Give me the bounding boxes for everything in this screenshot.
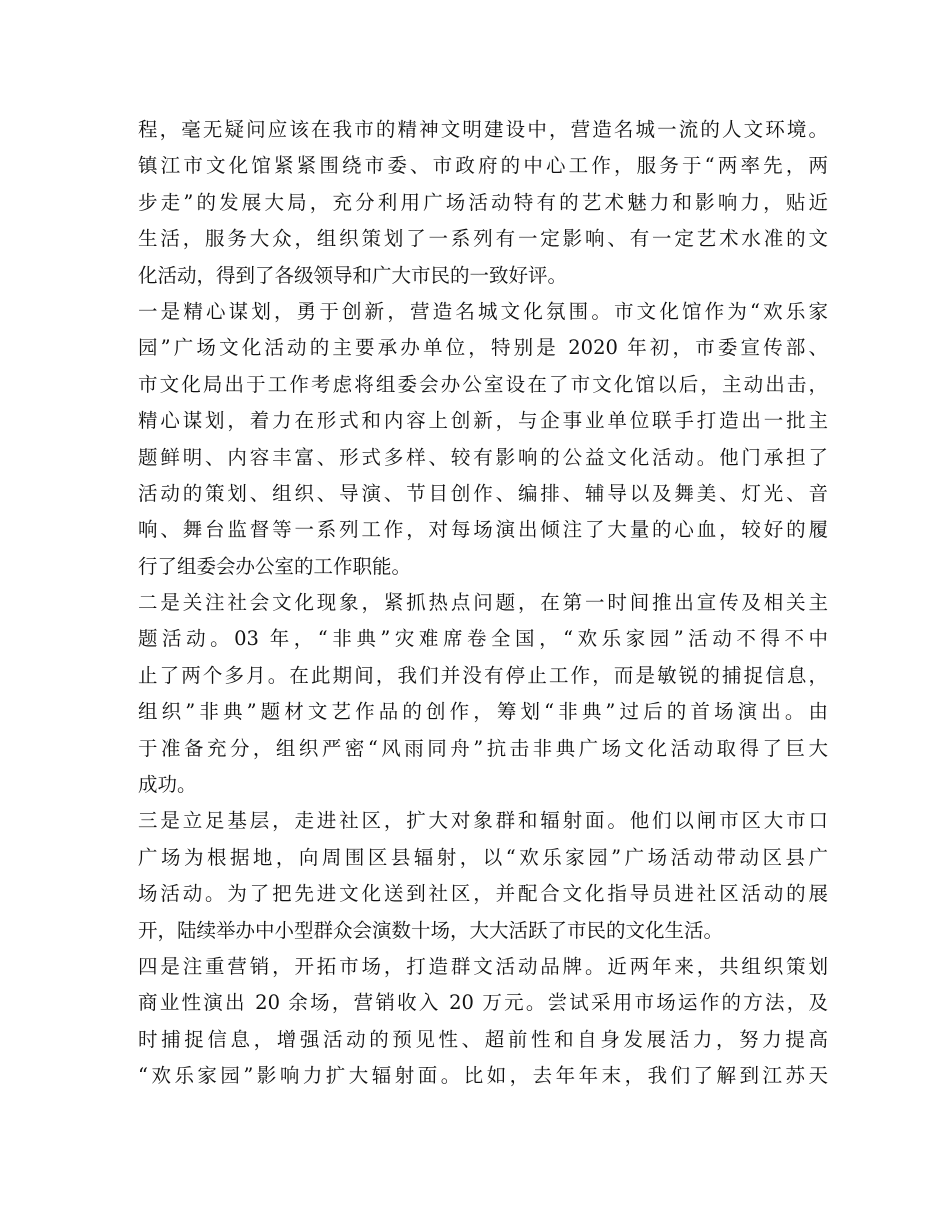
text-line: 开，陆续举办中小型群众会演数十场，大大活跃了市民的文化生活。 — [138, 918, 724, 942]
text-line: 成功。 — [138, 773, 197, 797]
text-line: 于准备充分，组织严密“风雨同舟”抗击非典广场文化活动取得了巨大 — [138, 736, 828, 760]
text-line: 活动的策划、组织、导演、节目创作、编排、辅导以及舞美、灯光、音 — [138, 481, 828, 505]
text-line: 组织”非典”题材文艺作品的创作，筹划“非典”过后的首场演出。由 — [138, 700, 828, 724]
text-line: 化活动，得到了各级领导和广大市民的一致好评。 — [138, 263, 568, 287]
text-line: 商业性演出 20 余场，营销收入 20 万元。尝试采用市场运作的方法，及 — [138, 991, 828, 1015]
text-line: 题活动。03 年，“非典”灾难席卷全国，“欢乐家园”活动不得不中 — [138, 627, 828, 651]
text-line: 市文化局出于工作考虑将组委会办公室设在了市文化馆以后，主动出击， — [138, 372, 828, 396]
text-line: 步走”的发展大局，充分利用广场活动特有的艺术魅力和影响力，贴近 — [138, 190, 828, 214]
text-line: 镇江市文化馆紧紧围绕市委、市政府的中心工作，服务于“两率先，两 — [138, 154, 828, 178]
text-line: 三是立足基层，走进社区，扩大对象群和辐射面。他们以闸市区大市口 — [138, 809, 828, 833]
text-line: 题鲜明、内容丰富、形式多样、较有影响的公益文化活动。他门承担了 — [138, 445, 828, 469]
text-line: 二是关注社会文化现象，紧抓热点问题，在第一时间推出宣传及相关主 — [138, 591, 828, 615]
document-body — [138, 112, 828, 1095]
text-line: 止了两个多月。在此期间，我们并没有停止工作，而是敏锐的捕捉信息， — [138, 663, 828, 687]
text-line: 场活动。为了把先进文化送到社区，并配合文化指导员进社区活动的展 — [138, 882, 828, 906]
text-line: 四是注重营销，开拓市场，打造群文活动品牌。近两年来，共组织策划 — [138, 954, 828, 978]
text-line: 程，毫无疑问应该在我市的精神文明建设中，营造名城一流的人文环境。 — [138, 118, 828, 141]
text-line: 时捕捉信息，增强活动的预见性、超前性和自身发展活力，努力提高 — [138, 1027, 828, 1051]
text-line: 行了组委会办公室的工作职能。 — [138, 554, 412, 578]
text-line: 园”广场文化活动的主要承办单位，特别是 2020 年初，市委宣传部、 — [138, 336, 828, 360]
text-line: 一是精心谋划，勇于创新，营造名城文化氛围。市文化馆作为“欢乐家 — [138, 299, 828, 323]
text-line: 响、舞台监督等一系列工作，对每场演出倾注了大量的心血，较好的履 — [138, 518, 828, 542]
text-line: “欢乐家园”影响力扩大辐射面。比如，去年年末，我们了解到江苏天 — [138, 1064, 828, 1088]
text-line: 精心谋划，着力在形式和内容上创新，与企事业单位联手打造出一批主 — [138, 409, 828, 433]
text-line: 生活，服务大众，组织策划了一系列有一定影响、有一定艺术水准的文 — [138, 227, 828, 251]
text-line: 广场为根据地，向周围区县辐射，以“欢乐家园”广场活动带动区县广 — [138, 845, 828, 869]
